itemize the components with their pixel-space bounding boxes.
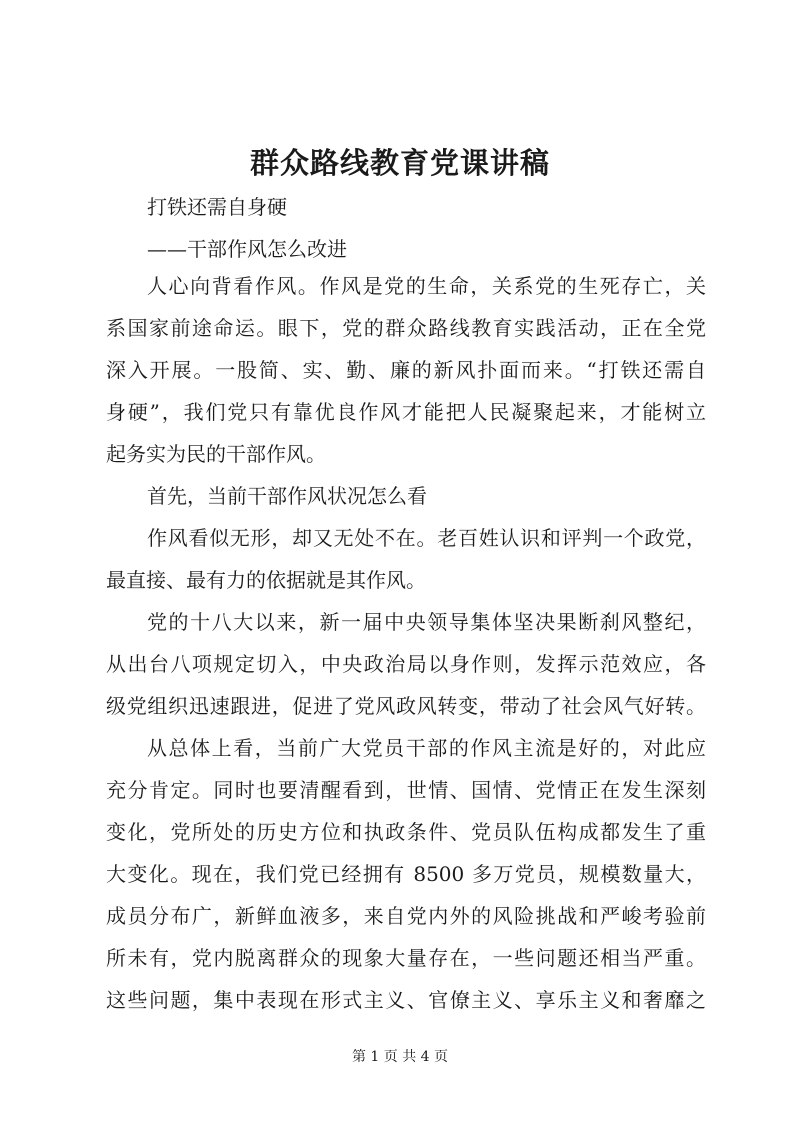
page-footer: 第 1 页 共 4 页: [351, 1049, 449, 1065]
body-line: 党的十八大以来，新一届中央领导集体坚决果断刹风整纪，: [147, 610, 706, 634]
body-line: 从总体上看，当前广大党员干部的作风主流是好的，对此应: [147, 736, 706, 760]
body-line: 级党组织迅速跟进，促进了党风政风转变，带动了社会风气好转。: [106, 694, 706, 718]
body-line: 最直接、最有力的依据就是其作风。: [106, 568, 426, 592]
body-line: 这些问题，集中表现在形式主义、官僚主义、享乐主义和奢靡之: [106, 988, 706, 1012]
document-title: 群众路线教育党课讲稿: [249, 146, 550, 180]
subtitle-dash: ——干部作风怎么改进: [147, 237, 347, 261]
body-line: 充分肯定。同时也要清醒看到，世情、国情、党情正在发生深刻: [106, 778, 706, 802]
subtitle: 打铁还需自身硬: [147, 195, 287, 219]
body-line: 从出台八项规定切入，中央政治局以身作则，发挥示范效应，各: [106, 652, 706, 676]
body-line: 变化，党所处的历史方位和执政条件、党员队伍构成都发生了重: [106, 820, 706, 844]
body-line: 身硬”，我们党只有靠优良作风才能把人民凝聚起来，才能树立: [106, 400, 706, 424]
body-line: 成员分布广，新鲜血液多，来自党内外的风险挑战和严峻考验前: [106, 904, 706, 928]
body-line: 人心向背看作风。作风是党的生命，关系党的生死存亡，关: [147, 274, 706, 298]
body-line: 系国家前途命运。眼下，党的群众路线教育实践活动，正在全党: [106, 316, 706, 340]
body-line: 起务实为民的干部作风。: [106, 442, 326, 466]
section-heading: 首先，当前干部作风状况怎么看: [147, 484, 427, 508]
body-line: 所未有，党内脱离群众的现象大量存在，一些问题还相当严重。: [106, 946, 706, 970]
body-line: 作风看似无形，却又无处不在。老百姓认识和评判一个政党，: [147, 526, 706, 550]
body-line: 深入开展。一股简、实、勤、廉的新风扑面而来。“打铁还需自: [106, 358, 706, 382]
body-line: 大变化。现在，我们党已经拥有 8500 多万党员，规模数量大，: [106, 862, 706, 886]
